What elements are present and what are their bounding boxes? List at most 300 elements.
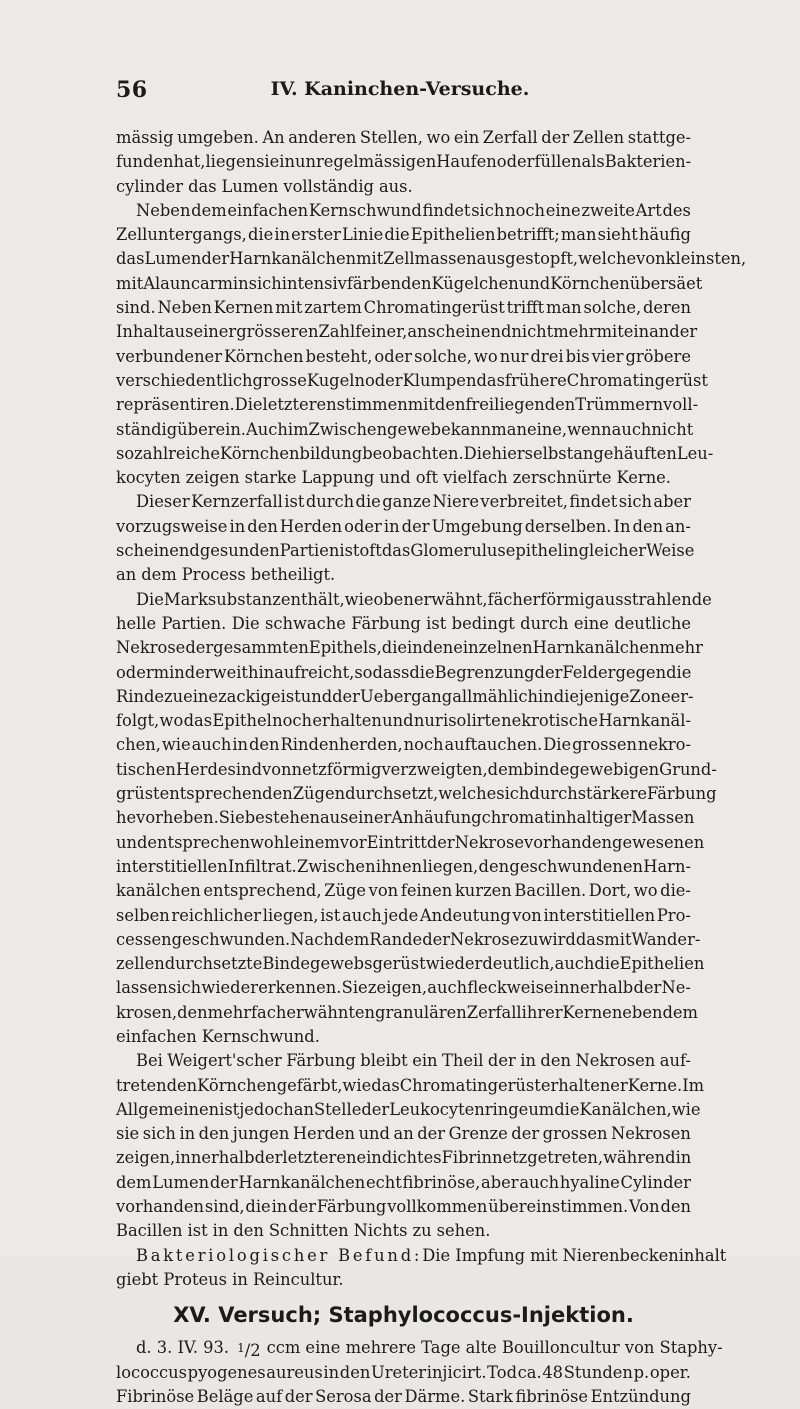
word: lassen <box>116 978 168 998</box>
word: Glomerulusepithel <box>410 541 563 561</box>
word: hevorheben. <box>116 808 219 828</box>
word: ca. <box>517 1362 542 1382</box>
word: Zone <box>629 686 671 706</box>
word: Chromatingerüst <box>399 1075 541 1095</box>
word: nur <box>499 346 529 366</box>
word: kurzen <box>454 881 512 901</box>
word: Körnchen <box>224 346 304 366</box>
section-heading: XV. Versuch; Staphylococcus-Injektion. <box>173 1303 634 1328</box>
word: Rande <box>369 929 423 949</box>
word: um <box>528 1099 555 1119</box>
word: grüst <box>116 784 160 804</box>
word: und <box>116 832 148 852</box>
word: reichlicher <box>171 905 262 925</box>
word: Cylinder <box>620 1172 691 1192</box>
text-line <box>116 1146 691 1170</box>
word: dem <box>333 929 370 949</box>
word: Körnchen <box>197 1075 277 1095</box>
word: jede <box>383 905 419 925</box>
word: Fibrinnetz <box>441 1148 528 1168</box>
word: Tod <box>487 1362 517 1382</box>
word: Epithelien <box>619 954 705 974</box>
word: auch <box>611 419 652 439</box>
word: Weise <box>646 541 695 561</box>
word: Leu- <box>676 443 714 463</box>
befund-line-2 <box>116 1268 691 1292</box>
word: Kernschwund. <box>201 1026 320 1046</box>
word: Zellen <box>572 128 625 147</box>
word: der <box>185 638 214 658</box>
word: sich <box>167 978 202 998</box>
word: Nekrose <box>450 929 520 949</box>
text-line <box>116 661 691 685</box>
word: erhaltener <box>540 1075 628 1095</box>
word: Zelluntergangs, <box>116 225 247 245</box>
word: Serosa <box>315 1386 372 1406</box>
word: einzelnen <box>453 638 533 658</box>
word: übereinstimmen. <box>488 1197 629 1217</box>
word: krosen, <box>116 1002 178 1022</box>
word: Massen <box>631 808 695 828</box>
word: Auch <box>246 419 288 439</box>
text-line <box>116 247 747 271</box>
word: der <box>417 1124 446 1144</box>
word: zellen <box>116 954 165 974</box>
word: erhalten <box>312 711 382 731</box>
word: Bindegewebsgerüst <box>262 954 426 974</box>
word: Zerfall <box>466 1002 522 1022</box>
word: während <box>603 1148 676 1168</box>
text-line <box>116 1171 691 1195</box>
word: vollkommen <box>387 1197 488 1217</box>
word: injicirt. <box>426 1362 487 1382</box>
word: durch <box>520 613 569 633</box>
word: die <box>384 225 410 245</box>
text-line <box>116 952 705 976</box>
word: Allgemeinen <box>116 1099 220 1119</box>
word: aus. <box>378 176 413 196</box>
page-header <box>0 77 800 111</box>
word: grosse <box>252 370 307 390</box>
word: erster <box>291 225 341 245</box>
word: Chromatingerüst <box>566 370 708 390</box>
word: Kügelchen <box>431 273 519 293</box>
word: der <box>374 1386 402 1406</box>
word: Kernen <box>213 298 274 318</box>
word: geschwunden. <box>171 929 291 949</box>
word: neben <box>611 1002 663 1022</box>
page-number: 56 <box>116 77 148 103</box>
word: verschiedentlich <box>116 370 253 390</box>
word: solche, <box>414 346 472 366</box>
word: liegenden <box>494 395 576 415</box>
word: und <box>379 468 411 488</box>
word: zackige <box>218 686 281 706</box>
word: ganze <box>382 492 432 512</box>
text-line <box>116 223 691 247</box>
word: ist <box>426 613 447 633</box>
word: Bakterien- <box>604 152 692 172</box>
word: Kanälchen, <box>579 1099 672 1119</box>
word: der <box>288 1197 316 1217</box>
word: wie <box>344 589 374 609</box>
section-date: d. 3. IV. 93. <box>136 1338 230 1358</box>
word: Grund- <box>659 759 717 779</box>
word: innerhalb <box>175 1148 255 1168</box>
word: auf- <box>659 1051 691 1071</box>
word: die <box>554 1099 580 1119</box>
word: cylinder <box>116 176 184 196</box>
word: Theil <box>442 1051 484 1071</box>
word: Anhäufung <box>391 808 482 828</box>
word: sich <box>142 1124 176 1144</box>
word: Wander- <box>631 929 701 949</box>
word: die <box>247 225 274 245</box>
word: einer <box>193 322 237 342</box>
word: ist <box>280 686 301 706</box>
text-line <box>116 928 701 952</box>
word: das <box>371 1075 400 1095</box>
word: Schnitten <box>268 1221 349 1241</box>
word: Dort, <box>588 881 632 901</box>
word: und <box>382 711 414 731</box>
word: zweite <box>581 200 635 220</box>
word: Neben <box>136 200 191 220</box>
word: entsprechen <box>147 832 250 852</box>
word: vier <box>591 346 624 366</box>
word: ausstrahlende <box>595 589 712 609</box>
word: Leukocytenringe <box>389 1099 529 1119</box>
word: kocyten <box>116 468 181 488</box>
section-text-line <box>116 1361 691 1385</box>
word: aber <box>481 1172 519 1192</box>
word: der <box>209 1172 238 1192</box>
word: entsprechend, <box>203 881 322 901</box>
word: übersäet <box>629 273 703 293</box>
word: den <box>249 735 280 755</box>
word: geschwundenen <box>509 856 643 876</box>
text-line <box>116 758 717 782</box>
word: und <box>358 1124 390 1144</box>
word: tretenden <box>116 1075 198 1095</box>
word: starke <box>244 468 297 488</box>
word: der <box>426 832 455 852</box>
word: drei <box>530 346 564 366</box>
word: Uebergang <box>359 686 453 706</box>
word: Beläge <box>196 1386 254 1406</box>
befund-text: Die Impfung mit Nierenbeckeninhalt <box>422 1245 727 1265</box>
word: den <box>339 1362 371 1382</box>
text-line <box>116 150 691 174</box>
word: gleicher <box>578 541 647 561</box>
word: fibrinöse <box>515 1386 589 1406</box>
word: nekro- <box>637 735 691 755</box>
word: hinaufreicht, <box>247 662 355 682</box>
word: ist <box>187 1221 208 1241</box>
word: ständig <box>116 419 178 439</box>
word: vor <box>339 832 367 852</box>
word: Die <box>543 735 572 755</box>
word: Von <box>629 1197 660 1217</box>
word: den <box>198 1124 230 1144</box>
word: der <box>401 516 430 536</box>
word: dem <box>116 1172 152 1192</box>
text-line <box>116 490 691 514</box>
word: den <box>422 638 454 658</box>
word: Bacillen. <box>514 881 587 901</box>
word: Nichts <box>353 1221 408 1241</box>
word: von <box>636 249 666 269</box>
word: zerschnürte <box>512 468 612 488</box>
word: bindegewebigen <box>523 759 660 779</box>
befund-line-2-text: giebt Proteus in Reincultur. <box>116 1269 344 1289</box>
word: derselben. <box>524 516 612 536</box>
word: beobachten. <box>362 443 464 463</box>
word: Kerne. <box>627 1075 683 1095</box>
word: Stellen, <box>359 128 423 147</box>
word: mässig <box>116 128 174 147</box>
word: feinen <box>400 881 453 901</box>
word: Neben <box>157 298 212 318</box>
word: jungen <box>232 1124 290 1144</box>
word: pyogenes <box>187 1362 266 1382</box>
word: in <box>537 686 554 706</box>
word: Herden <box>279 516 343 536</box>
word: findet <box>422 200 471 220</box>
text-line <box>116 175 691 199</box>
word: oder <box>344 516 382 536</box>
word: innerhalb <box>553 978 634 998</box>
word: chen, <box>116 735 161 755</box>
word: des <box>662 200 691 220</box>
word: unregelmässigen <box>294 152 437 172</box>
text-line <box>116 612 691 636</box>
word: Färbung <box>286 1051 356 1071</box>
word: das <box>116 249 145 269</box>
word: ihrer <box>521 1002 563 1022</box>
word: von <box>262 759 292 779</box>
word: Alauncarmin <box>143 273 249 293</box>
word: bleibt <box>360 1051 408 1071</box>
word: interstitiellen <box>543 905 656 925</box>
word: den <box>177 1002 208 1022</box>
word: mit <box>604 929 632 949</box>
word: bedingt <box>451 613 515 633</box>
text-line <box>116 296 691 320</box>
word: die <box>245 1197 271 1217</box>
word: sich <box>496 784 530 804</box>
word: eine, <box>526 419 568 439</box>
text-line <box>116 126 691 150</box>
word: frühere <box>504 370 567 390</box>
text-line <box>116 442 714 466</box>
text-line <box>116 1025 691 1049</box>
word: durchsetzte <box>164 954 263 974</box>
word: dem <box>191 200 227 220</box>
word: erkennen. <box>258 978 342 998</box>
word: oft <box>359 541 382 561</box>
word: wird <box>538 929 576 949</box>
word: getreten, <box>527 1148 604 1168</box>
word: färbenden <box>346 273 432 293</box>
word: granulären <box>375 1002 467 1022</box>
word: erwähnt, <box>413 589 488 609</box>
word: Kernzerfall <box>191 492 283 512</box>
word: in <box>407 638 423 658</box>
word: Partien. <box>161 613 227 633</box>
word: isolirte <box>443 711 501 731</box>
word: schwache <box>265 613 346 633</box>
word: Harnkanälchen <box>238 1172 366 1192</box>
word: bestehen <box>244 808 320 828</box>
word: oben <box>373 589 414 609</box>
word: Harn- <box>643 856 691 876</box>
word: in <box>562 541 579 561</box>
word: stattge- <box>627 128 691 147</box>
word: Infiltrat. <box>227 856 297 876</box>
word: anscheinend <box>407 322 512 342</box>
word: Färbung <box>647 784 717 804</box>
word: Kugeln <box>306 370 365 390</box>
word: sich <box>618 492 652 512</box>
word: auch <box>427 978 468 998</box>
text-line <box>116 418 694 442</box>
text-line <box>116 588 712 612</box>
word: vorhanden <box>524 832 613 852</box>
word: vielfach <box>443 468 508 488</box>
text-line <box>116 466 691 490</box>
text-line <box>116 733 691 757</box>
word: zeigen, <box>367 978 428 998</box>
word: sind, <box>204 1197 245 1217</box>
text-line <box>116 515 691 539</box>
word: ein <box>412 1051 438 1071</box>
word: oder <box>364 370 403 390</box>
word: deutliche <box>614 613 691 633</box>
word: Pro- <box>656 905 691 925</box>
word: Im <box>682 1075 705 1095</box>
text-line <box>116 879 691 903</box>
word: verzweigten, <box>381 759 488 779</box>
word: tischen <box>116 759 176 779</box>
word: welche <box>578 249 637 269</box>
word: liegen, <box>262 905 319 925</box>
word: trifft <box>506 298 545 318</box>
word: Harnkanälchen <box>229 249 357 269</box>
word: Lappung <box>301 468 375 488</box>
word: wo <box>159 711 184 731</box>
word: fächerförmig <box>487 589 596 609</box>
word: den <box>540 1051 571 1071</box>
word: scheinend <box>116 541 200 561</box>
word: vollständig <box>283 176 374 196</box>
text-line <box>116 976 691 1000</box>
word: Linie <box>341 225 384 245</box>
word: wo <box>426 128 451 147</box>
word: Grenze <box>448 1124 508 1144</box>
word: netzförmig <box>291 759 382 779</box>
word: der <box>201 249 230 269</box>
word: in <box>520 1051 536 1071</box>
word: Kerne. <box>616 468 671 488</box>
word: füllen <box>534 152 582 172</box>
word: diejenige <box>553 686 630 706</box>
word: in <box>675 1148 692 1168</box>
text-line <box>116 904 691 928</box>
text-line <box>116 563 691 587</box>
fraction-denominator: 2 <box>250 1341 261 1361</box>
text-line <box>116 272 703 296</box>
word: Kernschwund <box>308 200 422 220</box>
word: gesammten <box>213 638 309 658</box>
word: Andeutung <box>419 905 511 925</box>
text-line <box>116 806 695 830</box>
word: noch <box>272 711 313 731</box>
text-line <box>116 1195 691 1219</box>
word: Die <box>234 395 263 415</box>
word: eine <box>545 200 581 220</box>
word: nur <box>413 711 443 731</box>
word: Nekrose <box>116 638 186 658</box>
word: nicht <box>511 322 554 342</box>
word: Marksubstanz <box>163 589 281 609</box>
word: folgt, <box>116 711 160 731</box>
word: zeigen <box>185 468 240 488</box>
word: gesunden <box>199 541 280 561</box>
word: letzteren <box>282 1148 357 1168</box>
word: Sie <box>341 978 368 998</box>
word: sich <box>248 273 282 293</box>
word: wo <box>473 346 498 366</box>
word: einander <box>623 322 698 342</box>
word: fleckweise <box>467 978 554 998</box>
word: durchsetzt, <box>345 784 439 804</box>
word: p. <box>633 1362 650 1382</box>
word: 48 <box>542 1362 564 1382</box>
word: sehen. <box>436 1221 491 1241</box>
word: durch <box>529 784 578 804</box>
word: Epithels, <box>308 638 382 658</box>
running-head: IV. Kaninchen-Versuche. <box>270 78 530 100</box>
word: Entzündung <box>590 1386 691 1406</box>
word: dass <box>372 662 410 682</box>
word: dem <box>662 1002 698 1022</box>
word: der <box>633 978 662 998</box>
word: funden <box>116 152 174 172</box>
word: kanälchen <box>116 881 201 901</box>
word: zartem <box>304 298 362 318</box>
text-line <box>116 345 691 369</box>
section-line-1 <box>116 1336 723 1361</box>
word: zu <box>519 929 539 949</box>
text-line <box>116 1049 691 1073</box>
word: als <box>581 152 605 172</box>
word: deutlich, <box>482 954 555 974</box>
word: interstitiellen <box>116 856 228 876</box>
word: Zwischen <box>297 856 376 876</box>
word: Rindenherden, <box>280 735 403 755</box>
word: die <box>381 638 408 658</box>
word: er- <box>670 686 694 706</box>
word: den <box>247 516 278 536</box>
word: Nekrosen <box>575 1051 656 1071</box>
text-line <box>116 831 705 855</box>
word: Begrenzung <box>434 662 535 682</box>
word: liegen <box>205 152 257 172</box>
word: Niere <box>432 492 479 512</box>
word: besteht, <box>305 346 373 366</box>
word: mit <box>116 273 144 293</box>
